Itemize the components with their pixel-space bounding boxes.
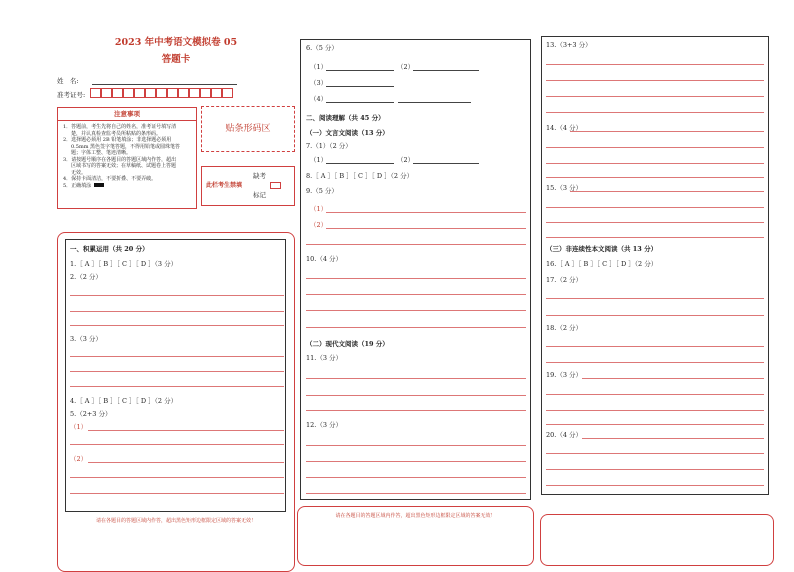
- exam-no-label: 准考证号:: [57, 91, 86, 99]
- q9-label: 9.（5 分）: [306, 187, 338, 195]
- col3-next-box: [540, 514, 774, 566]
- q5-part2: （2）: [70, 455, 88, 463]
- sub2-heading: （二）现代文阅读（19 分）: [306, 340, 389, 348]
- notes-item: 0.5mm 黑色签字笔答题，不得用铅笔或圆珠笔答: [71, 143, 181, 150]
- q4-choices[interactable]: 4.［ A ］［ B ］［ C ］［ D ］（2 分）: [70, 397, 178, 405]
- page-title: 2023 年中考语文模拟卷 05: [114, 37, 238, 48]
- q8-choices[interactable]: 8.［ A ］［ B ］［ C ］［ D ］（2 分）: [306, 172, 414, 180]
- q6-part2: （2）: [397, 63, 415, 71]
- q5-part1: （1）: [70, 423, 88, 431]
- q20-label: 20.（4 分）: [546, 431, 583, 439]
- exam-no-cells[interactable]: [90, 88, 233, 100]
- notes-item: 4．保持卡面清洁，不要折叠、不要弄破。: [63, 176, 157, 182]
- name-label: 姓 名:: [57, 77, 79, 85]
- q9-part1: （1）: [310, 205, 328, 213]
- notes-item: 5．正确填涂: [63, 183, 192, 190]
- notes-item: 2．选择题必须用 2B 铅笔填涂；非选择题必须用: [63, 137, 172, 143]
- col2-box: [300, 39, 531, 500]
- q13-label: 13.（3+3 分）: [546, 41, 592, 49]
- q15-label: 15.（3 分）: [546, 184, 583, 192]
- sub1-heading: （一）文言文阅读（13 分）: [306, 129, 389, 137]
- q16-choices[interactable]: 16.［ A ］［ B ］［ C ］［ D ］（2 分）: [546, 260, 658, 268]
- col1-footer-warning: 请在各题目的答题区域内作答，超出黑色矩形边框限定区域的答案无效！: [95, 518, 256, 524]
- notes-item: 3．请按题号顺序在各题目的答题区域内作答，超出: [63, 156, 177, 163]
- q9-part2: （2）: [310, 221, 328, 229]
- col2-footer-warning: 请在各题目的答题区域内作答，超出黑色矩形边框限定区域的答案无效！: [335, 513, 496, 519]
- q14-label: 14.（4 分）: [546, 124, 583, 132]
- q19-label: 19.（3 分）: [546, 371, 583, 379]
- fill-sample-icon: [94, 183, 104, 187]
- notes-item: 题；字体工整、笔迹清晰。: [71, 150, 132, 156]
- q18-label: 18.（2 分）: [546, 324, 583, 332]
- notes-item: 区域书写的答案无效；在草稿纸、试题卷上答题: [71, 163, 177, 169]
- absent-bottom: 标记: [253, 191, 266, 199]
- notes-item: 无效。: [71, 169, 87, 176]
- q2-label: 2.（2 分）: [70, 273, 102, 281]
- barcode-area: [201, 106, 295, 152]
- barcode-label: 贴条形码区: [225, 124, 271, 134]
- section2-heading: 二、阅读理解（共 45 分）: [306, 114, 385, 122]
- absent-checkbox[interactable]: [270, 182, 281, 189]
- q7-part2: （2）: [397, 156, 415, 164]
- page-subtitle: 答题卡: [161, 54, 191, 65]
- section1-heading: 一、积累运用（共 20 分）: [70, 245, 149, 253]
- notes-item: 1．答题前，考生先将自己的姓名，准考证号填写清: [63, 124, 177, 130]
- notes-item: 楚，并认真检查监考员所粘贴的条形码。: [71, 130, 162, 137]
- q6-part4: （4）: [310, 95, 328, 103]
- q12-label: 12.（3 分）: [306, 421, 343, 429]
- q10-label: 10.（4 分）: [306, 255, 343, 263]
- q6-label: 6.（5 分）: [306, 44, 338, 52]
- name-field[interactable]: [92, 84, 237, 85]
- sub3-heading: （三）非连续性本文阅读（共 13 分）: [546, 245, 658, 253]
- notes-heading: 注意事项: [58, 108, 196, 121]
- q3-label: 3.（3 分）: [70, 335, 102, 343]
- absent-box: [201, 166, 295, 206]
- q7-part1: （1）: [310, 156, 328, 164]
- q5-label: 5.（2+3 分）: [70, 410, 112, 418]
- q7-label: 7.（1）（2 分）: [306, 142, 352, 150]
- q6-part3: （3）: [310, 79, 328, 87]
- q1-choices[interactable]: 1.［ A ］［ B ］［ C ］［ D ］（3 分）: [70, 260, 178, 268]
- q11-label: 11.（3 分）: [306, 354, 343, 362]
- q6-part1: （1）: [310, 63, 328, 71]
- notes-box: [57, 107, 197, 209]
- absent-top: 缺考: [253, 172, 266, 180]
- absent-label: 此栏考生禁填: [206, 182, 243, 189]
- q17-label: 17.（2 分）: [546, 276, 583, 284]
